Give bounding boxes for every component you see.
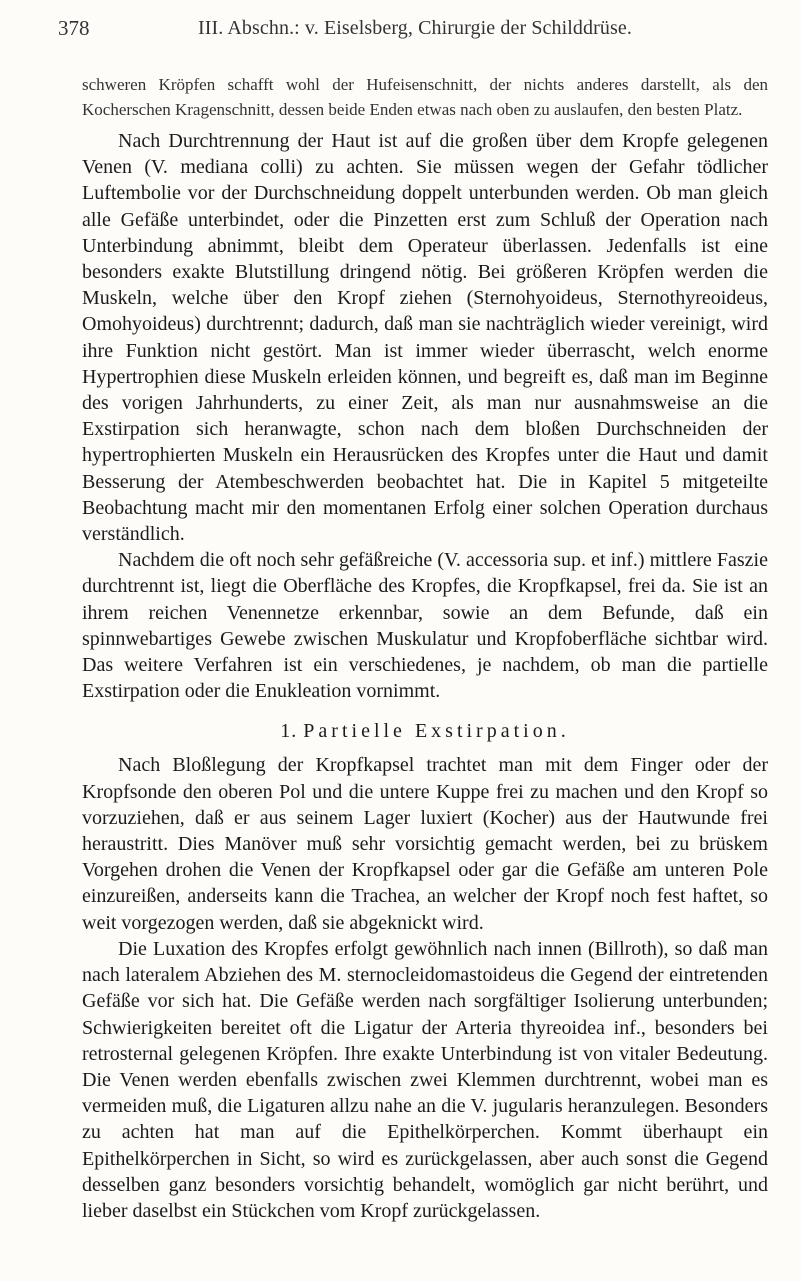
page-number: 378 <box>58 16 90 40</box>
page-body <box>82 72 768 1224</box>
paragraph-luxation: Die Luxation des Kropfes erfolgt gewöhnlich nach innen (Billroth), so daß man nach lateralem Abziehen des M. sternocleidomastoideus die Gegend der eintretenden Gefäße vor sich hat. Die Gefäße werden nach sorgfältiger Isolierung unterbunden; Schwierigkeiten bereitet oft die Ligatur der Arteria thyreoidea inf., besonders bei retrosternal gelegenen Kröpfen. Ihre exakte Unterbindung ist von vitaler Bedeutung. Die Venen werden ebenfalls zwischen zwei Klemmen durchtrennt, wobei man es vermeiden muß, die Ligaturen allzu nahe an die V. jugularis heranzulegen. Besonders zu achten hat man auf die Epithelkörperchen. Kommt überhaupt ein Epithelkörperchen in Sicht, so wird es zurückgelassen, aber auch sonst die Gegend desselben ganz besonders vorsichtig behandelt, womöglich gar nicht berührt, und lieber daselbst ein Stückchen vom Kropf zurückgelassen. <box>82 937 768 1222</box>
page-header <box>58 16 758 46</box>
section-title: Partielle Exstirpation. <box>303 720 570 743</box>
intro-paragraph: schweren Kröpfen schafft wohl der Hufeisenschnitt, der nichts anderes darstellt, als den Kocherschen Kragenschnitt, dessen beide Enden etwas nach oben zu auslaufen, den besten Platz. <box>82 75 768 119</box>
running-head: III. Abschn.: v. Eiselsberg, Chirurgie der Schilddrüse. <box>198 17 632 39</box>
paragraph-venen: Nach Durchtrennung der Haut ist auf die großen über dem Kropfe gelegenen Venen (V. mediana colli) zu achten. Sie müssen wegen der Gefahr tödlicher Luftembolie vor der Durchschneidung doppelt unterbunden werden. Ob man gleich alle Gefäße unterbindet, oder die Pinzetten erst zum Schluß der Operation nach Unterbindung abnimmt, bleibt dem Operateur überlassen. Jedenfalls ist eine besonders exakte Blutstillung dringend nötig. Bei größeren Kröpfen werden die Muskeln, welche über den Kropf ziehen (Sternohyoideus, Sternothyreoideus, Omohyoideus) durchtrennt; dadurch, daß man sie nachträglich wieder vereinigt, wird ihre Funktion nicht gestört. Man ist immer wieder überrascht, welch enorme Hypertrophien diese Muskeln erleiden können, und begreift es, daß man im Beginne des vorigen Jahrhunderts, zu einer Zeit, als man nur ausnahmsweise an die Exstirpation sich heranwagte, schon nach dem bloßen Durchschneiden der hypertrophierten Muskeln ein Herausrücken des Kropfes unter die Haut und damit Besserung der Atembeschwerden beobachtet hat. Die in Kapitel 5 mitgeteilte Beobachtung macht mir den momentanen Erfolg einer solchen Operation durchaus verständlich. <box>82 130 768 546</box>
section-number: 1. <box>280 720 298 743</box>
paragraph-faszie: Nachdem die oft noch sehr gefäßreiche (V. accessoria sup. et inf.) mittlere Faszie durchtrennt ist, liegt die Oberfläche des Kropfes, die Kropfkapsel, frei da. Sie ist an ihrem reichen Venennetze erkennbar, sowie an dem Befunde, daß ein spinnwebartiges Gewebe zwischen Muskulatur und Kropfoberfläche sichtbar wird. Das weitere Verfahren ist ein verschiedenes, je nachdem, ob man die partielle Exstirpation oder die Enukleation vornimmt. <box>82 549 768 703</box>
paragraph-blosslegung: Nach Bloßlegung der Kropfkapsel trachtet man mit dem Finger oder der Kropfsonde den oberen Pol und die untere Kuppe frei zu machen und den Kropf so vorzuziehen, daß er aus seinem Lager luxiert (Kocher) aus der Hautwunde frei heraustritt. Dies Manöver muß sehr vorsichtig gemacht werden, bei zu brüskem Vorgehen drohen die Venen der Kropfkapsel oder gar die Gefäße am unteren Pole einzureißen, anderseits kann die Trachea, an welcher der Kropf noch fest haftet, so weit vorgezogen werden, daß sie abgeknickt wird. <box>82 754 768 934</box>
section-heading <box>82 716 768 746</box>
